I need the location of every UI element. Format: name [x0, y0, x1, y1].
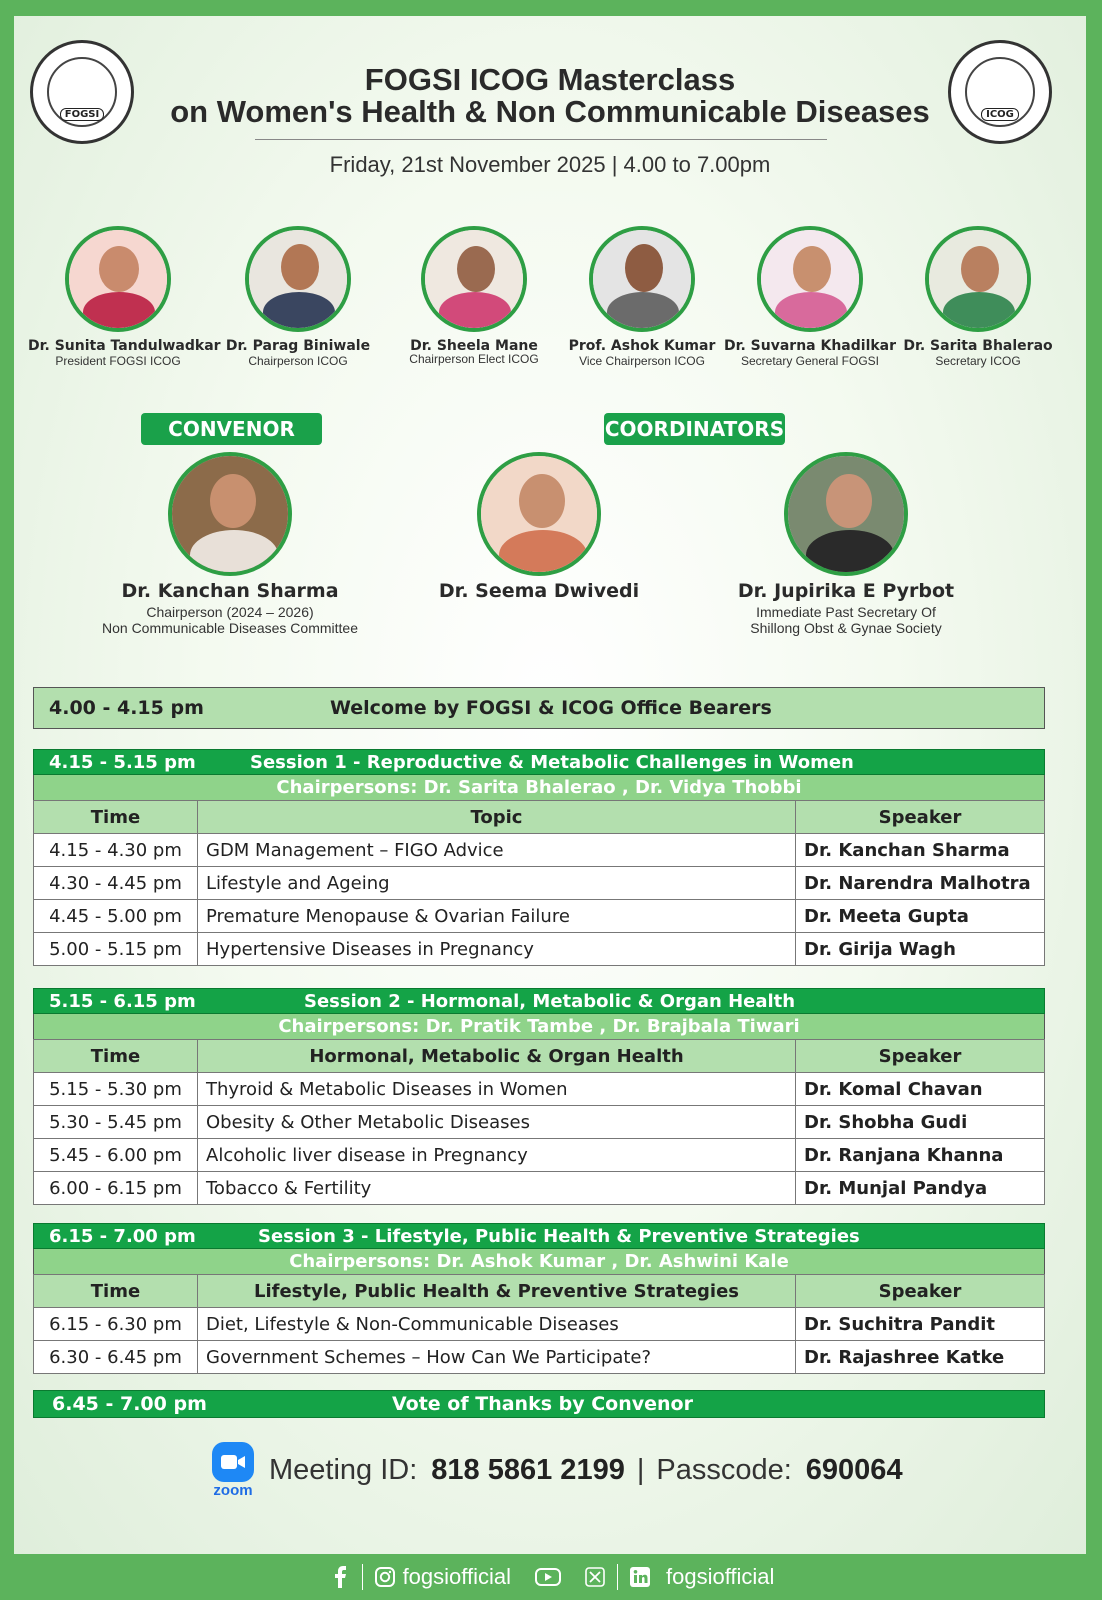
bearer-role: Secretary General FOGSI: [740, 354, 880, 368]
session-title: Session 3 - Lifestyle, Public Health & Preventive Strategies: [258, 1225, 860, 1247]
bearer-name: Dr. Sunita Tandulwadkar: [28, 338, 221, 354]
session-header: [33, 1223, 1045, 1249]
convenor-name: Dr. Kanchan Sharma: [121, 580, 339, 602]
row-speaker: Dr. Rajashree Katke: [796, 1341, 1045, 1374]
row-time: 5.15 - 5.30 pm: [34, 1073, 198, 1106]
row-topic: Diet, Lifestyle & Non-Communicable Diseases: [198, 1308, 796, 1341]
col-topic: Hormonal, Metabolic & Organ Health: [198, 1040, 796, 1073]
session-chairs: Chairpersons: Dr. Sarita Bhalerao , Dr. Vidya Thobbi: [33, 775, 1045, 800]
welcome-text: Welcome by FOGSI & ICOG Office Bearers: [330, 697, 772, 719]
social-footer: [0, 1554, 1102, 1600]
session-chairs: Chairpersons: Dr. Ashok Kumar , Dr. Ashwini Kale: [33, 1249, 1045, 1274]
avatar: [757, 226, 863, 332]
row-time: 5.00 - 5.15 pm: [34, 933, 198, 966]
col-speaker: Speaker: [796, 1040, 1045, 1073]
footer-handle[interactable]: fogsiofficial: [666, 1564, 775, 1589]
session-time: 4.15 - 5.15 pm: [49, 751, 196, 773]
session-header: [33, 749, 1045, 775]
coordinator-1: [389, 452, 689, 602]
thanks-row: [33, 1390, 1045, 1418]
row-topic: Hypertensive Diseases in Pregnancy: [198, 933, 796, 966]
col-topic: Lifestyle, Public Health & Preventive Strategies: [198, 1275, 796, 1308]
avatar: [589, 226, 695, 332]
passcode[interactable]: 690064: [805, 1454, 903, 1486]
table-row: [34, 1341, 1045, 1374]
bearer-role: Chairperson ICOG: [248, 354, 348, 368]
session-title: Session 1 - Reproductive & Metabolic Challenges in Women: [250, 751, 854, 773]
coordinator-role1: Immediate Past Secretary Of: [756, 604, 936, 620]
bearer-4: [552, 226, 732, 368]
bearer-name: Dr. Parag Biniwale: [225, 338, 371, 354]
row-speaker: Dr. Komal Chavan: [796, 1073, 1045, 1106]
row-topic: Alcoholic liver disease in Pregnancy: [198, 1139, 796, 1172]
session-2: [33, 988, 1045, 1205]
avatar: [477, 452, 601, 576]
col-topic: Topic: [198, 801, 796, 834]
convenor-role1: Chairperson (2024 – 2026): [146, 604, 314, 620]
meeting-separator: |: [636, 1454, 645, 1486]
thanks-time: 6.45 - 7.00 pm: [52, 1393, 207, 1415]
convenor-role2: Non Communicable Diseases Committee: [102, 620, 358, 636]
session-table: [33, 800, 1045, 966]
coordinator-2: [696, 452, 996, 636]
row-speaker: Dr. Meeta Gupta: [796, 900, 1045, 933]
col-speaker: Speaker: [796, 801, 1045, 834]
bearer-name: Dr. Suvarna Khadilkar: [723, 338, 897, 354]
bearer-role: Chairperson Elect ICOG: [409, 352, 539, 366]
footer-handle[interactable]: fogsiofficial: [402, 1564, 511, 1589]
avatar: [168, 452, 292, 576]
title-line1: FOGSI ICOG Masterclass: [364, 62, 736, 97]
bearer-name: Prof. Ashok Kumar: [568, 338, 716, 354]
thanks-text: Vote of Thanks by Convenor: [392, 1393, 693, 1415]
avatar: [245, 226, 351, 332]
session-time: 6.15 - 7.00 pm: [49, 1225, 196, 1247]
bearer-3: [384, 226, 564, 366]
welcome-time: 4.00 - 4.15 pm: [49, 697, 204, 719]
session-3: [33, 1223, 1045, 1374]
row-time: 4.30 - 4.45 pm: [34, 867, 198, 900]
coordinator-name: Dr. Jupirika E Pyrbot: [737, 580, 955, 602]
welcome-row: [33, 687, 1045, 729]
bearer-5: [720, 226, 900, 368]
row-time: 5.30 - 5.45 pm: [34, 1106, 198, 1139]
row-speaker: Dr. Ranjana Khanna: [796, 1139, 1045, 1172]
table-row: [34, 1073, 1045, 1106]
passcode-label: Passcode:: [656, 1454, 792, 1486]
table-row: [34, 900, 1045, 933]
linkedin-icon[interactable]: [628, 1565, 652, 1589]
bearer-1: [28, 226, 221, 368]
col-time: Time: [34, 1040, 198, 1073]
table-header: [34, 1275, 1045, 1308]
x-icon[interactable]: [583, 1565, 607, 1589]
session-table: [33, 1274, 1045, 1374]
zoom-logo: zoom: [205, 1442, 261, 1499]
video-camera-icon: [212, 1442, 254, 1482]
col-speaker: Speaker: [796, 1275, 1045, 1308]
table-header: [34, 801, 1045, 834]
row-time: 4.45 - 5.00 pm: [34, 900, 198, 933]
row-topic: Government Schemes – How Can We Participate?: [198, 1341, 796, 1374]
col-time: Time: [34, 801, 198, 834]
bearer-name: Dr. Sarita Bhalerao: [903, 338, 1053, 354]
avatar: [421, 226, 527, 332]
row-time: 4.15 - 4.30 pm: [34, 834, 198, 867]
row-topic: Premature Menopause & Ovarian Failure: [198, 900, 796, 933]
session-header: [33, 988, 1045, 1014]
session-1: [33, 749, 1045, 966]
table-row: [34, 1172, 1045, 1205]
table-row: [34, 867, 1045, 900]
bearer-6: [888, 226, 1068, 368]
session-title: Session 2 - Hormonal, Metabolic & Organ Health: [304, 990, 796, 1012]
row-time: 6.00 - 6.15 pm: [34, 1172, 198, 1205]
row-time: 6.30 - 6.45 pm: [34, 1341, 198, 1374]
row-speaker: Dr. Kanchan Sharma: [796, 834, 1045, 867]
title-line2: on Women's Health & Non Communicable Diseases: [170, 94, 930, 129]
avatar: [925, 226, 1031, 332]
bearer-role: Vice Chairperson ICOG: [579, 354, 705, 368]
row-topic: GDM Management – FIGO Advice: [198, 834, 796, 867]
convenor: [80, 452, 380, 636]
row-topic: Obesity & Other Metabolic Diseases: [198, 1106, 796, 1139]
youtube-icon[interactable]: [533, 1565, 563, 1589]
session-chairs: Chairpersons: Dr. Pratik Tambe , Dr. Brajbala Tiwari: [33, 1014, 1045, 1039]
session-time: 5.15 - 6.15 pm: [49, 990, 196, 1012]
table-header: [34, 1040, 1045, 1073]
bearer-role: Secretary ICOG: [935, 354, 1021, 368]
table-row: [34, 933, 1045, 966]
convenor-label: CONVENOR: [141, 413, 322, 445]
row-time: 5.45 - 6.00 pm: [34, 1139, 198, 1172]
event-date: Friday, 21st November 2025 | 4.00 to 7.00pm: [329, 152, 771, 177]
coordinator-role2: Shillong Obst & Gynae Society: [750, 620, 942, 636]
row-topic: Thyroid & Metabolic Diseases in Women: [198, 1073, 796, 1106]
col-time: Time: [34, 1275, 198, 1308]
title-divider: [255, 139, 827, 140]
divider: [362, 1564, 363, 1590]
coordinators-label: COORDINATORS: [604, 413, 785, 445]
bearer-role: President FOGSI ICOG: [55, 354, 181, 368]
instagram-icon[interactable]: [373, 1565, 397, 1589]
table-row: [34, 1308, 1045, 1341]
table-row: [34, 1139, 1045, 1172]
meeting-id[interactable]: 818 5861 2199: [431, 1454, 625, 1486]
row-speaker: Dr. Shobha Gudi: [796, 1106, 1045, 1139]
fogsi-logo: FOGSI: [30, 40, 134, 144]
icog-logo: ICOG: [948, 40, 1052, 144]
row-speaker: Dr. Narendra Malhotra: [796, 867, 1045, 900]
row-speaker: Dr. Munjal Pandya: [796, 1172, 1045, 1205]
divider: [617, 1564, 618, 1590]
row-topic: Lifestyle and Ageing: [198, 867, 796, 900]
avatar: [784, 452, 908, 576]
row-topic: Tobacco & Fertility: [198, 1172, 796, 1205]
row-speaker: Dr. Suchitra Pandit: [796, 1308, 1045, 1341]
facebook-icon[interactable]: [328, 1565, 352, 1589]
coordinator-name: Dr. Seema Dwivedi: [438, 580, 640, 602]
table-row: [34, 1106, 1045, 1139]
meeting-info: [205, 1442, 903, 1499]
row-speaker: Dr. Girija Wagh: [796, 933, 1045, 966]
session-table: [33, 1039, 1045, 1205]
table-row: [34, 834, 1045, 867]
bearer-name: Dr. Sheela Mane: [410, 338, 538, 354]
row-time: 6.15 - 6.30 pm: [34, 1308, 198, 1341]
meeting-id-label: Meeting ID:: [269, 1454, 418, 1486]
bearer-2: [208, 226, 388, 368]
avatar: [65, 226, 171, 332]
